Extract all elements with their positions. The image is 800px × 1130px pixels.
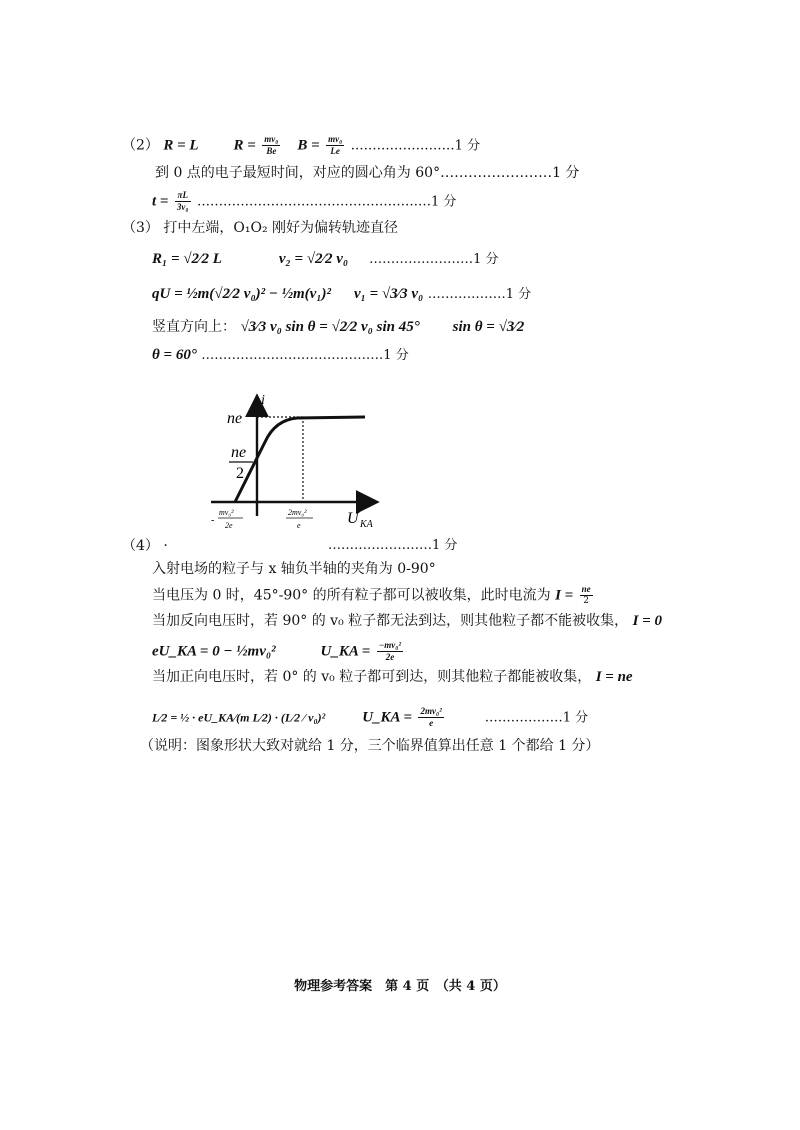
part4-line4 xyxy=(152,640,405,663)
part2-number: （2） xyxy=(122,137,159,154)
part2-eq3-fraction: $\frac{\text{mv₀}}{Le}$ xyxy=(328,134,343,156)
graph-xpos-num: 2mv₀² xyxy=(288,508,307,517)
graph-xpos-den: e xyxy=(297,521,301,530)
graph-xneg-den: 2e xyxy=(225,521,233,530)
part2-eq4-lhs: t = xyxy=(152,193,169,210)
part4-line6-eq1: L⁄2 = ½ · eU_KA⁄(m L⁄2) · (L⁄2 ⁄ v₀)² xyxy=(152,710,326,725)
graph-tick-ne: ne xyxy=(227,410,243,427)
graph-xneg-sign: - xyxy=(211,515,215,526)
part4-line3-text: 当加反向电压时，若 90° 的 v₀ 粒子都无法到达，则其他粒子都不能被收集， xyxy=(152,613,629,629)
part3-text: 打中左端，O₁O₂ 刚好为偏转轨迹直径 xyxy=(163,220,399,236)
part4-line2-eq: I = xyxy=(555,587,574,604)
part3-line4 xyxy=(152,318,524,336)
part2-eq2-lhs: R = xyxy=(233,137,256,154)
current-voltage-graph xyxy=(205,390,405,540)
graph-y-label: i xyxy=(261,393,265,408)
part3-scoreA: ……………………1 分 xyxy=(369,252,499,267)
part3-number: （3） xyxy=(122,220,159,236)
part4-line5-text: 当加正向电压时，若 0° 的 v₀ 粒子都可到达，则其他粒子都能被收集， xyxy=(152,669,592,685)
graph-x-label-sub: KA xyxy=(360,519,373,530)
graph-xneg-num: mv₀² xyxy=(219,508,234,517)
graph-tick-half-den: 2 xyxy=(236,465,244,482)
part3-line4-eq: √3⁄3 v₀ sin θ = √2⁄2 v₀ sin 45° xyxy=(240,319,420,335)
part2-eq3-lhs: B = xyxy=(297,137,320,154)
part2-eq2-fraction: $\frac{\text{mv₀}}{Be}$ xyxy=(264,134,279,156)
part4-line2-text: 当电压为 0 时，45°-90° 的所有粒子都可以被收集，此时电流为 xyxy=(152,587,551,604)
part2-line2: 到 0 点的电子最短时间，对应的圆心角为 60°……………………1 分 xyxy=(155,165,580,181)
part4-line6-eq2-lhs: U_KA = xyxy=(362,709,412,726)
part2-eq1: R = L xyxy=(163,137,199,154)
graph-tick-half-num: ne xyxy=(231,444,247,461)
part2-line3 xyxy=(152,190,456,213)
graph-curve xyxy=(235,417,365,502)
part2-score2: ………………………………………………1 分 xyxy=(197,194,457,210)
part4-score: ……………………1 分 xyxy=(328,538,458,553)
part4-dot: · xyxy=(163,538,168,554)
part4-number: （4） xyxy=(122,538,159,554)
part3-line3 xyxy=(152,285,531,304)
graph-x-label: U xyxy=(347,510,359,527)
part4-line6-fraction: $\frac{\text{2mv₀²}}{e}$ xyxy=(420,706,442,728)
part3-scoreC: ………………1 分 xyxy=(427,287,532,302)
part4-score6: ………………1 分 xyxy=(484,710,589,726)
part4-line2 xyxy=(152,584,595,607)
part4-line6 xyxy=(152,706,588,729)
part3-eqA: R₁ = √2⁄2 L xyxy=(152,251,222,267)
part2-eq4-fraction: $\frac{\pi L}{\text{3v₀}}$ xyxy=(176,190,189,212)
part4-note: （说明：图象形状大致对就给 1 分，三个临界值算出任意 1 个都给 1 分） xyxy=(140,738,600,754)
part3-line4-label: 竖直方向上： xyxy=(152,319,236,335)
part3-scoreE: ……………………………………1 分 xyxy=(201,348,409,363)
part4-line4-eq1: eU_KA = 0 − ½mv₀² xyxy=(152,643,276,660)
part2-line1 xyxy=(122,134,480,157)
part2-score1: ……………………1 分 xyxy=(350,138,481,154)
part4-line2-fraction: $\frac{ne}{2}$ xyxy=(581,584,591,606)
part4-line3-eq: I = 0 xyxy=(632,613,662,629)
part4-line5-eq: I = ne xyxy=(595,669,633,685)
part3-line2 xyxy=(152,250,498,269)
part3-line1 xyxy=(122,219,398,237)
part4-line3 xyxy=(152,612,662,630)
part4-line5 xyxy=(152,668,633,686)
part3-eqB: v₂ = √2⁄2 v₀ xyxy=(278,251,349,267)
part4-line4-eq2-lhs: U_KA = xyxy=(320,643,371,660)
part3-line4-eq2: sin θ = √3⁄2 xyxy=(452,319,525,335)
part4-line1: 入射电场的粒子与 x 轴负半轴的夹角为 0-90° xyxy=(152,561,436,577)
part3-eqE: θ = 60° xyxy=(152,347,197,363)
part3-eqD: v₁ = √3⁄3 v₀ xyxy=(353,286,424,302)
part4-line0 xyxy=(122,537,168,555)
part3-eqC: qU = ½m(√2⁄2 v₀)² − ½m(v₁)² xyxy=(152,286,332,302)
part3-line5 xyxy=(152,346,409,365)
part4-line4-fraction: $\frac{\text{−mv₀²}}{2e}$ xyxy=(378,640,402,662)
page-footer: 物理参考答案 第 4 页 （共 4 页） xyxy=(294,979,506,994)
